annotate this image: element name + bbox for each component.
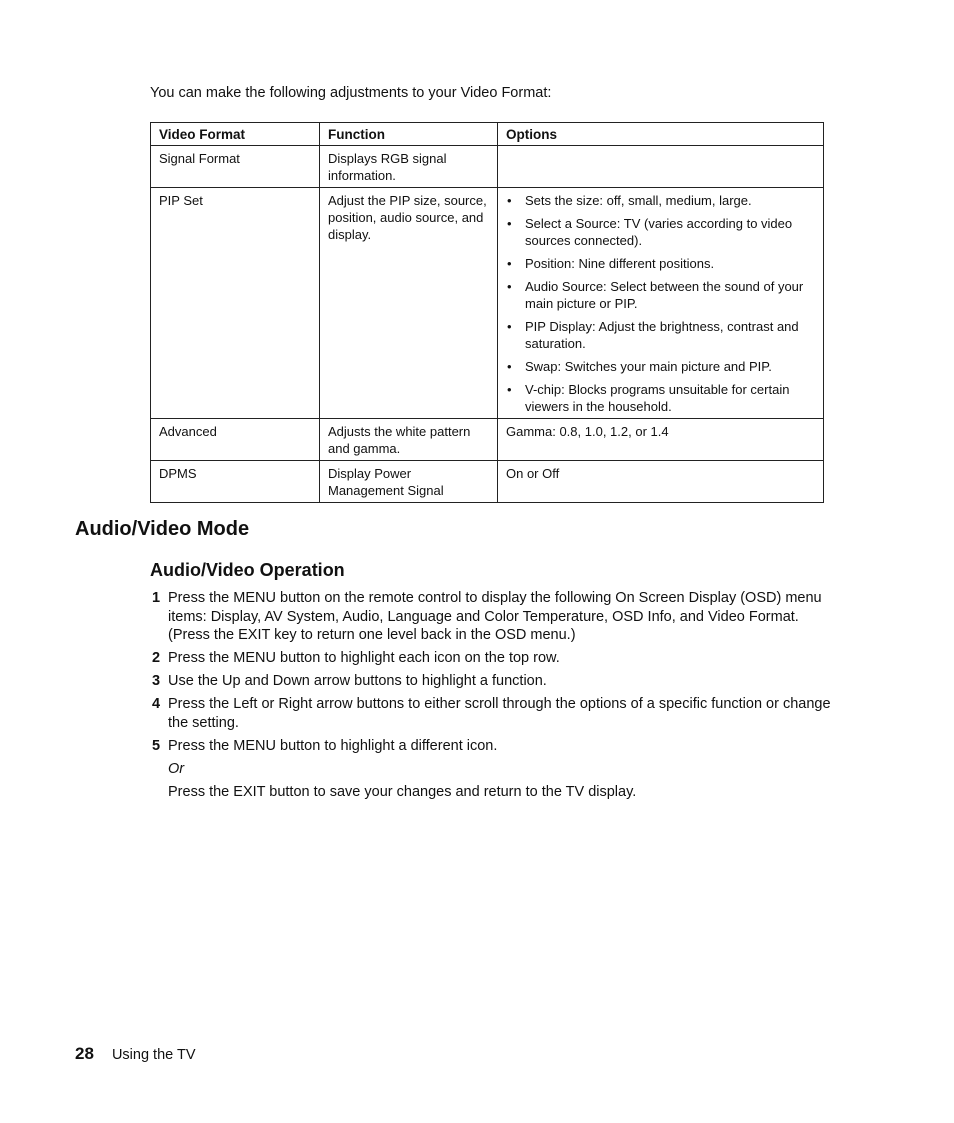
- cell-format: Signal Format: [151, 146, 320, 188]
- step-text: Press the MENU button on the remote control to display the following On Screen Display (OSD) menu items: Display, AV System, Audio, Language and Color Temperature, OSD Info, and Video Format. (Press the EXIT key to return one level back in the OSD menu.): [168, 590, 822, 643]
- list-item: • Position: Nine different positions.: [506, 255, 815, 272]
- table-row: [151, 146, 824, 188]
- footer-section: Using the TV: [111, 1047, 196, 1063]
- table-header-row: [151, 123, 824, 146]
- options-list: [506, 192, 815, 415]
- cell-options: Gamma: 0.8, 1.0, 1.2, or 1.4: [498, 419, 824, 461]
- step-item: [150, 649, 840, 668]
- section-title: Audio/Video Mode: [75, 518, 250, 540]
- cell-function: Adjusts the white pattern and gamma.: [320, 419, 498, 461]
- subsection-title: Audio/Video Operation: [150, 560, 345, 580]
- list-item: • Sets the size: off, small, medium, large.: [506, 192, 815, 209]
- list-item: • Audio Source: Select between the sound of your main picture or PIP.: [506, 278, 815, 312]
- step-number: 2: [152, 650, 161, 666]
- list-item: • Swap: Switches your main picture and PIP.: [506, 358, 815, 375]
- step-number: 4: [152, 696, 161, 712]
- cell-options: [498, 146, 824, 188]
- cell-function: Adjust the PIP size, source, position, audio source, and display.: [320, 188, 498, 419]
- or-text: Or: [168, 760, 185, 777]
- step-text: Use the Up and Down arrow buttons to highlight a function.: [168, 673, 547, 689]
- step-item: [150, 737, 840, 756]
- list-item: • Select a Source: TV (varies according to video sources connected).: [506, 215, 815, 249]
- step-continuation: [150, 760, 840, 802]
- table-row: [151, 461, 824, 503]
- cell-format: Advanced: [151, 419, 320, 461]
- page-number: 28: [75, 1044, 94, 1063]
- cell-format: PIP Set: [151, 188, 320, 419]
- cell-format: DPMS: [151, 461, 320, 503]
- step-text: Press the MENU button to highlight a different icon.: [168, 737, 498, 754]
- step-number: 1: [152, 590, 161, 606]
- step-item: [150, 672, 840, 691]
- final-step-text: Press the EXIT button to save your changes and return to the TV display.: [168, 784, 637, 800]
- table-row: [151, 188, 824, 419]
- step-number: 3: [152, 673, 161, 689]
- table-row: [151, 419, 824, 461]
- cell-options: On or Off: [498, 461, 824, 503]
- video-format-table: [150, 122, 824, 503]
- header-options: Options: [498, 123, 824, 146]
- list-item: • PIP Display: Adjust the brightness, contrast and saturation.: [506, 318, 815, 352]
- cell-function: Displays RGB signal information.: [320, 146, 498, 188]
- cell-function: Display Power Management Signal: [320, 461, 498, 503]
- steps-list: [150, 589, 840, 802]
- step-item: [150, 589, 840, 645]
- header-video-format: Video Format: [151, 123, 320, 146]
- header-function: Function: [320, 123, 498, 146]
- list-item: • V-chip: Blocks programs unsuitable for certain viewers in the household.: [506, 381, 815, 415]
- cell-options: [498, 188, 824, 419]
- intro-text: You can make the following adjustments to your Video Format:: [150, 85, 552, 101]
- step-item: [150, 695, 840, 732]
- page-footer: [75, 1044, 196, 1064]
- step-text: Press the Left or Right arrow buttons to either scroll through the options of a specific function or change the setting.: [168, 696, 831, 731]
- step-text: Press the MENU button to highlight each icon on the top row.: [168, 650, 560, 666]
- step-number: 5: [152, 737, 161, 754]
